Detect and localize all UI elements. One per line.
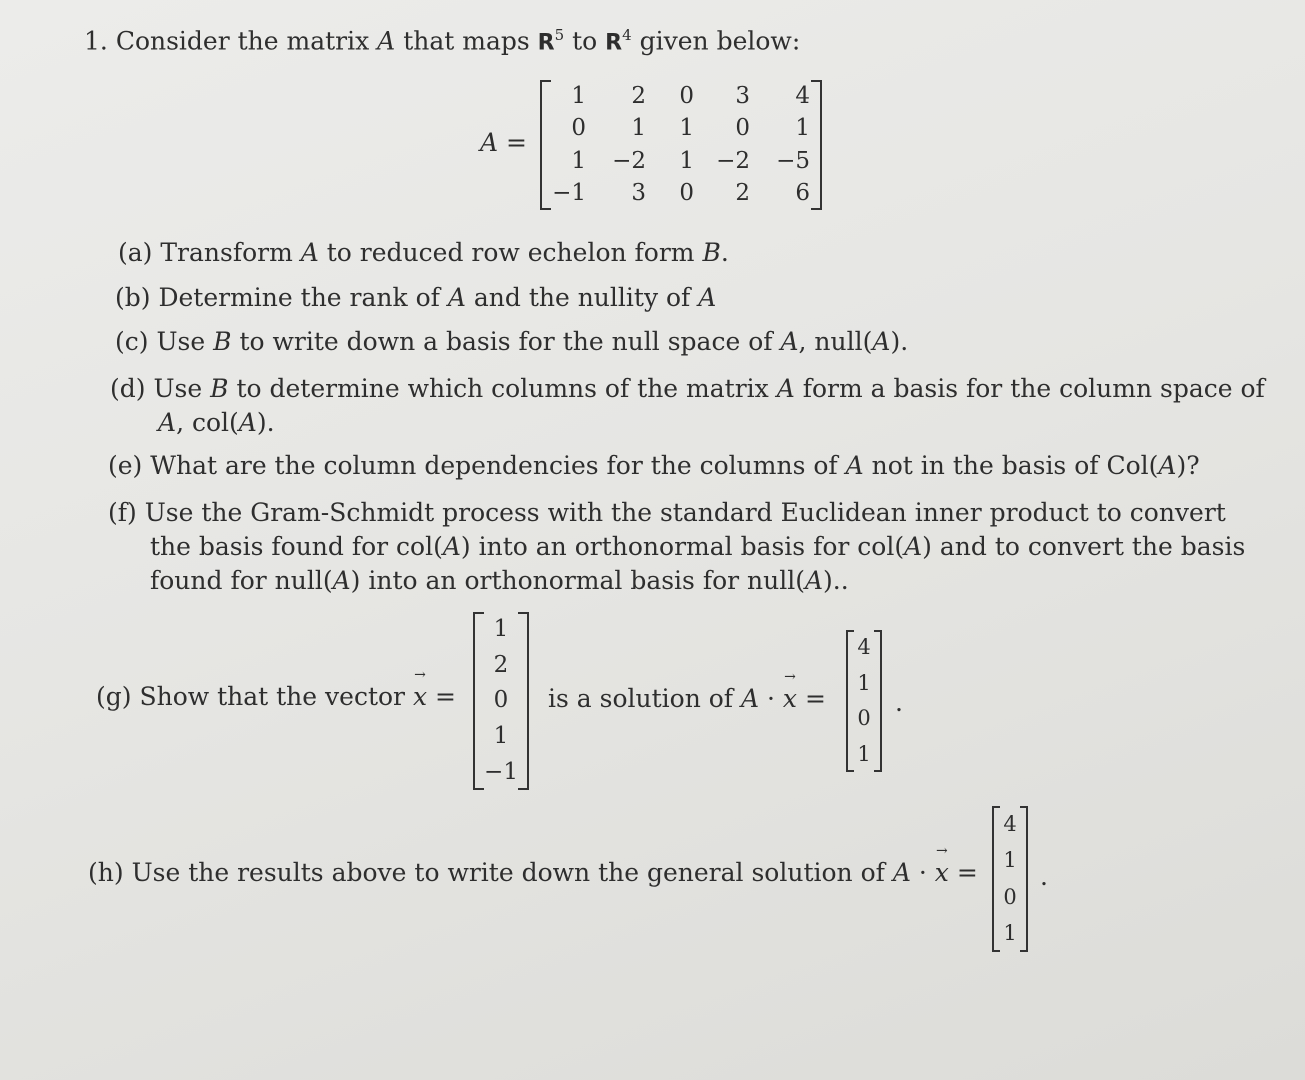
matrix-cell: 0 (679, 180, 694, 207)
part-g-text: (g) Show that the vector → x = (96, 682, 456, 711)
vector-entry: 4 (1003, 811, 1017, 836)
part-e: (e) What are the column dependencies for the columns of A not in the basis of Col(A)? (108, 451, 1200, 480)
vector-b (846, 630, 882, 772)
matrix-cell: −5 (776, 147, 810, 174)
matrix-cell: 2 (735, 180, 750, 207)
vector-entry: 0 (1003, 884, 1017, 909)
matrix-cell: 0 (571, 115, 586, 142)
part-f: (f) Use the Gram-Schmidt process with the standard Euclidean inner product to convert the basis found for col(A) into an orthonormal basis for col(A) and to convert the basis found for null(A) into an orthonormal basis for null(A).. (108, 498, 1246, 595)
vector-entry: −1 (484, 758, 518, 785)
matrix-cell: 1 (631, 115, 646, 142)
problem-number: 1. (84, 26, 108, 56)
matrix-cell: 1 (571, 147, 586, 174)
matrix-cell: 3 (631, 180, 646, 207)
matrix-a (540, 80, 822, 210)
problem-intro: 1. Consider the matrix A that maps $R^5$ to $R^4$ given below: (84, 26, 801, 56)
matrix-cell: −2 (716, 147, 750, 174)
vector-entry: 0 (857, 706, 871, 731)
matrix-row (540, 178, 822, 211)
vector-entry: 1 (1003, 848, 1017, 873)
part-a: (a) Transform A to reduced row echelon form B. (118, 238, 729, 267)
matrix-cell: 1 (571, 82, 586, 109)
matrix-cell: −2 (612, 147, 646, 174)
matrix-cell: 2 (631, 82, 646, 109)
part-h-text: (h) Use the results above to write down the general solution of A · → x = (88, 858, 978, 887)
matrix-row (540, 113, 822, 146)
vector-entry: 4 (857, 635, 871, 660)
matrix-cell: 1 (795, 115, 810, 142)
matrix-cell: 3 (735, 82, 750, 109)
part-h-end: . (1040, 862, 1048, 891)
matrix-row (540, 80, 822, 113)
part-g-end: . (895, 688, 903, 717)
matrix-cell: 4 (795, 82, 810, 109)
matrix-cell: 0 (735, 115, 750, 142)
matrix-a-label: A = (480, 128, 527, 157)
part-b: (b) Determine the rank of A and the nullity of A (115, 283, 717, 312)
matrix-row (540, 145, 822, 178)
vector-entry: 0 (493, 687, 509, 714)
vector-entry: 1 (1003, 921, 1017, 946)
vector-entry: 1 (857, 741, 871, 766)
vector-entry: 1 (857, 670, 871, 695)
part-c: (c) Use B to write down a basis for the null space of A, null(A). (115, 327, 909, 356)
matrix-cell: 1 (679, 115, 694, 142)
part-d: (d) Use B to determine which columns of the matrix A form a basis for the column space of A, col(A). (110, 374, 1265, 437)
vector-entry: 2 (493, 651, 509, 678)
matrix-cell: 0 (679, 82, 694, 109)
matrix-cell: 1 (679, 147, 694, 174)
part-g-mid: is a solution of A · → x = (548, 684, 826, 713)
matrix-cell: −1 (552, 180, 586, 207)
matrix-cell: 6 (795, 180, 810, 207)
vector-x (473, 612, 529, 790)
vector-b-h (992, 806, 1028, 952)
vector-entry: 1 (493, 616, 509, 643)
vector-entry: 1 (493, 723, 509, 750)
